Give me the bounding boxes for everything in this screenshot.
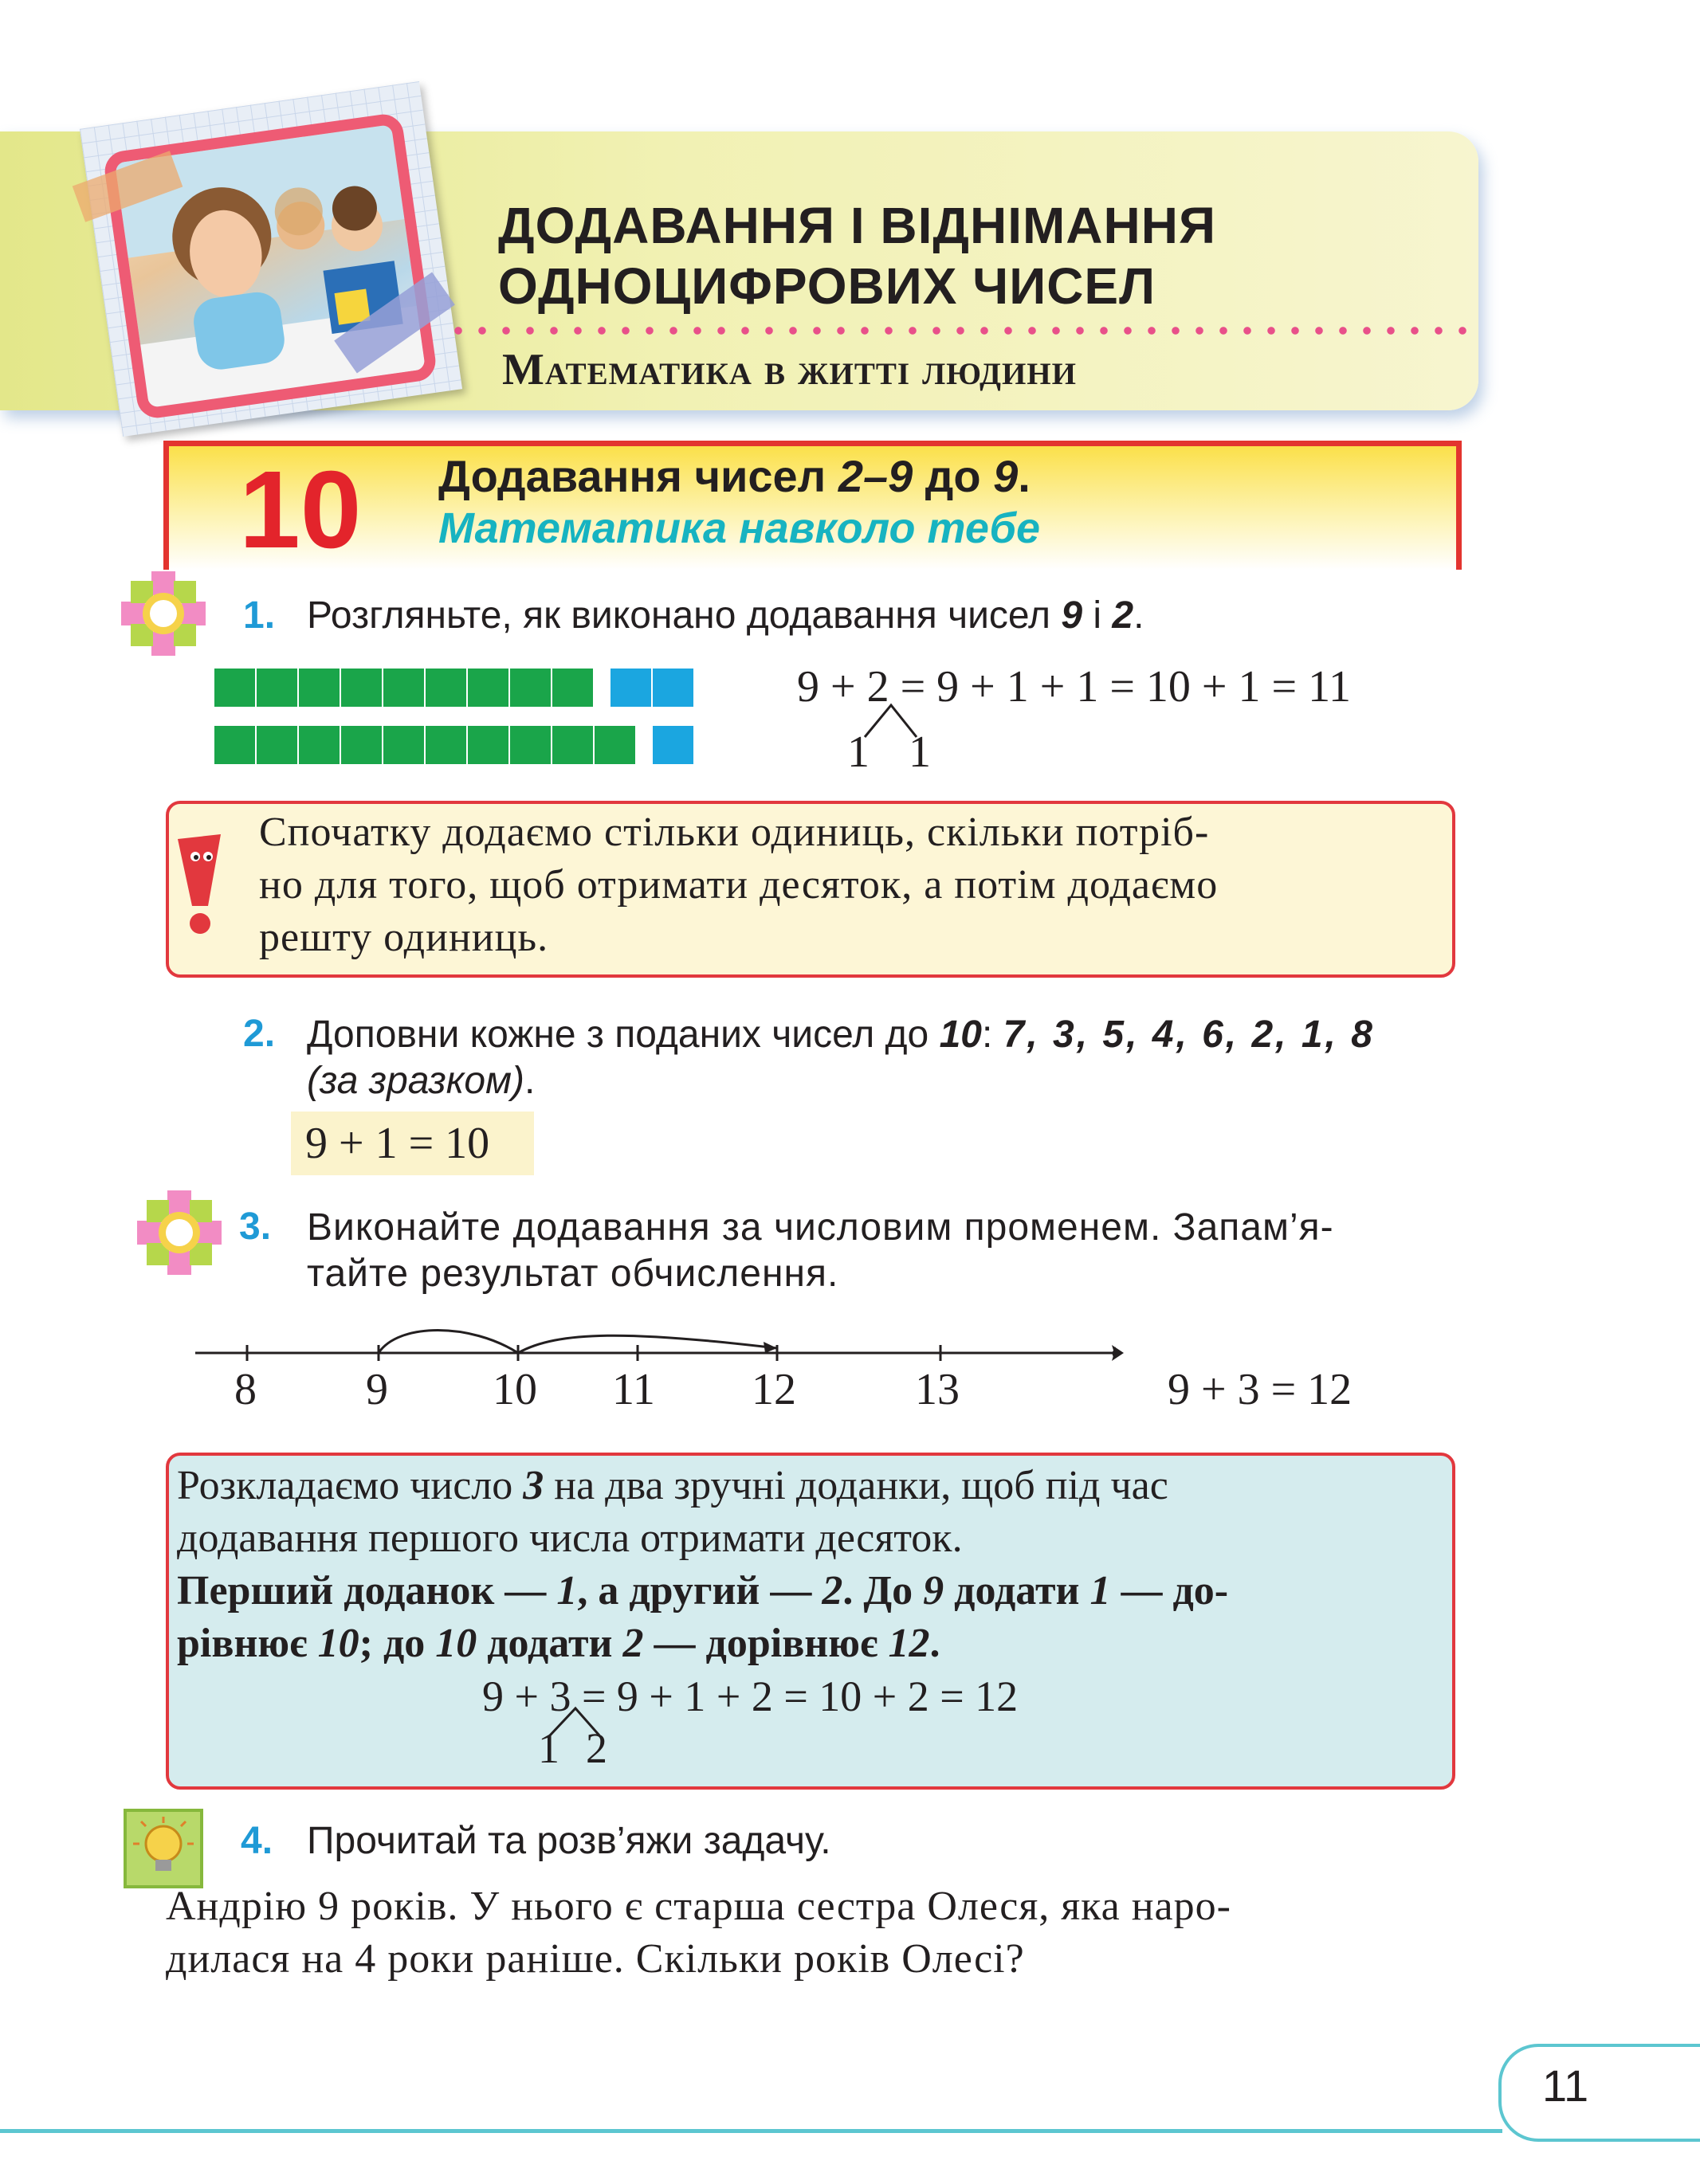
page-number-tab [1498, 2044, 1700, 2142]
lesson-title-text: до [913, 451, 994, 501]
task1-conjunction: і [1082, 594, 1113, 637]
page-number: 11 [1542, 2060, 1589, 2111]
green-unit-block [552, 725, 594, 765]
green-unit-block [214, 668, 256, 708]
task3-number: 3. [239, 1206, 272, 1248]
green-unit-block [425, 668, 467, 708]
block-row-1 [214, 668, 694, 708]
task4-problem [166, 1880, 1465, 1986]
rule2-line: рівнює 10; до 10 додати 2 — дорівнює 12. [177, 1621, 940, 1666]
chapter-subtitle: Математика в житті людини [502, 345, 1077, 394]
rule1-text [259, 806, 1447, 964]
task4-problem-line: Андрію 9 років. У нього є старша сестра Олеся, яка наро- [166, 1884, 1231, 1929]
task3-line: Виконайте додавання за числовим променем. Запам’я- [307, 1206, 1334, 1249]
rule2-text [177, 1460, 1444, 1670]
number-line [183, 1307, 1140, 1426]
task1-period: . [1133, 594, 1144, 637]
task1-equation: 9 + 2 = 9 + 1 + 1 = 10 + 1 = 11 [797, 662, 1351, 712]
task3-equation: 9 + 3 = 12 [1168, 1365, 1353, 1414]
number-line-label: 10 [493, 1365, 537, 1414]
lesson-subtitle: Математика навколо тебе [438, 504, 1040, 552]
task4-problem-line: дилася на 4 роки раніше. Скільки років Олесі? [166, 1936, 1025, 1982]
green-unit-block [594, 725, 636, 765]
lesson-title-target: 9 [993, 451, 1019, 501]
number-line-label: 13 [915, 1365, 960, 1414]
task1-split-right: 1 [909, 727, 931, 777]
task2-text [307, 1012, 1462, 1104]
green-unit-block [214, 725, 256, 765]
number-line-label: 11 [612, 1365, 655, 1414]
task2-colon: : [981, 1014, 1003, 1056]
footer-line [0, 2129, 1502, 2133]
green-unit-block [298, 668, 340, 708]
task1-split-left: 1 [847, 727, 870, 777]
dotted-divider [446, 327, 1466, 335]
green-unit-block [340, 668, 383, 708]
rule2-line: додавання першого числа отримати десяток. [177, 1515, 963, 1561]
task1-number: 1. [243, 594, 276, 637]
blue-unit-block [652, 668, 694, 708]
task2-sample: 9 + 1 = 10 [305, 1119, 490, 1168]
block-row-2 [214, 725, 694, 765]
task3-line: тайте результат обчислення. [307, 1253, 839, 1295]
task4-number: 4. [241, 1820, 273, 1862]
flower-icon [135, 1189, 223, 1276]
lesson-title-text: Додавання чисел [438, 451, 838, 501]
flower-icon [120, 570, 207, 657]
chapter-title-line2: ОДНОЦИФРОВИХ ЧИСЕЛ [498, 257, 1156, 315]
number-line-label: 9 [366, 1365, 388, 1414]
task4-text: Прочитай та розв’яжи задачу. [307, 1820, 831, 1862]
rule1-line: Спочатку додаємо стільки одиниць, скільки потріб- [259, 810, 1210, 855]
arc-arrowhead [764, 1342, 777, 1353]
lesson-title-range: 2–9 [838, 451, 913, 501]
exclamation-icon [171, 833, 227, 936]
lesson-title [438, 450, 1031, 503]
rule2-equation: 9 + 3 = 9 + 1 + 2 = 10 + 2 = 12 [482, 1672, 1019, 1720]
green-unit-block [298, 725, 340, 765]
green-unit-block [340, 725, 383, 765]
green-unit-block [256, 668, 298, 708]
task1-text [307, 594, 1144, 637]
task1-number-a: 9 [1061, 594, 1083, 637]
chapter-title-line1: ДОДАВАННЯ І ВІДНІМАННЯ [498, 197, 1216, 254]
blue-unit-block [610, 668, 652, 708]
rule2-line: Розкладаємо число 3 на два зручні доданки, щоб під час [177, 1463, 1168, 1508]
green-unit-block [425, 725, 467, 765]
number-line-label: 12 [752, 1365, 796, 1414]
jump-arc-2 [518, 1335, 777, 1353]
rule1-line: но для того, щоб отримати десяток, а потім додаємо [259, 862, 1219, 908]
task2-target: 10 [939, 1014, 982, 1056]
chapter-title [498, 195, 1216, 316]
task2-period: . [524, 1060, 536, 1102]
rule2-split-right: 2 [586, 1724, 607, 1772]
green-unit-block [467, 668, 509, 708]
lightbulb-icon [124, 1809, 203, 1888]
green-unit-block [509, 725, 552, 765]
task1-number-b: 2 [1112, 594, 1134, 637]
rule1-line: решту одиниць. [259, 915, 549, 960]
task1-text-main: Розгляньте, як виконано додавання чисел [307, 594, 1062, 637]
rule2-line: Перший доданок — 1, а другий — 2. До 9 додати 1 — до- [177, 1568, 1229, 1613]
rule2-split-left: 1 [538, 1724, 559, 1772]
green-unit-block [383, 668, 425, 708]
task2-text-main: Доповни кожне з поданих чисел до [307, 1014, 940, 1056]
jump-arc-1 [379, 1331, 518, 1354]
green-unit-block [383, 725, 425, 765]
task2-hint: (за зразком) [307, 1060, 524, 1102]
lesson-number: 10 [239, 449, 362, 571]
lesson-title-text: . [1018, 451, 1031, 501]
task3-text [307, 1205, 1455, 1297]
number-line-label: 8 [234, 1365, 257, 1414]
task2-numbers: 7, 3, 5, 4, 6, 2, 1, 8 [1003, 1014, 1375, 1056]
green-unit-block [509, 668, 552, 708]
green-unit-block [467, 725, 509, 765]
green-unit-block [552, 668, 594, 708]
green-unit-block [256, 725, 298, 765]
task2-number: 2. [243, 1013, 276, 1055]
blue-unit-block [652, 725, 694, 765]
